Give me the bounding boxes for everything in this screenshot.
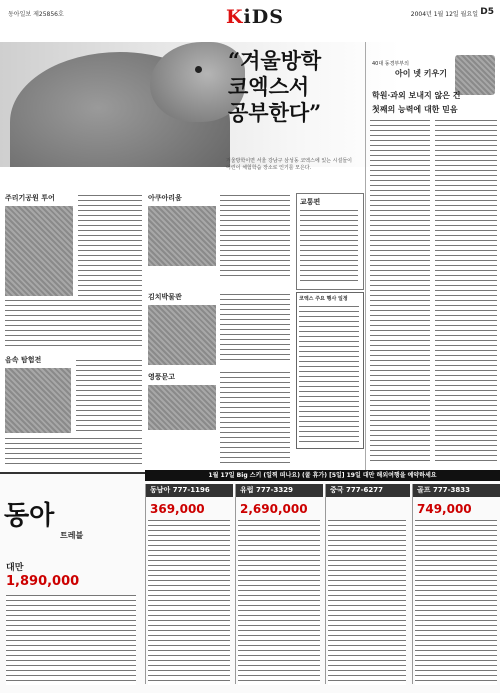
section-title: 아쿠아리움 bbox=[148, 194, 182, 202]
lead-text: 겨울방학이면 서울 강남구 삼성동 코엑스에 있는 시설들이 어린이 체험학습 장소로 인기를 모은다. bbox=[226, 158, 352, 171]
section-title: 음속 탐험전 bbox=[5, 356, 42, 364]
ad-col-title: 유럽 777-3329 bbox=[236, 484, 323, 497]
ad-col-title: 동남아 777-1196 bbox=[146, 484, 233, 497]
section-title: 김치박물관 bbox=[148, 293, 182, 301]
section-transport bbox=[300, 197, 320, 207]
dinosaur-eye bbox=[195, 66, 202, 73]
ad-destination: 대만 bbox=[6, 563, 24, 573]
ad-text-block bbox=[6, 595, 136, 685]
ad-text-block bbox=[328, 520, 406, 685]
headline: “겨울방학 코엑스서 공부한다” bbox=[228, 48, 322, 125]
issue-number: 제25856호 bbox=[33, 11, 64, 18]
section-bookstore bbox=[148, 372, 175, 382]
article-text-block bbox=[220, 195, 290, 280]
article-text-block bbox=[370, 120, 430, 465]
ad-col-price: 2,690,000 bbox=[240, 502, 308, 516]
ad-text-block bbox=[238, 520, 320, 685]
article-text-block bbox=[78, 195, 142, 305]
column-tag: 40대 동경부부의 bbox=[372, 61, 409, 67]
ad-text-block bbox=[415, 520, 497, 685]
author-photo bbox=[455, 55, 495, 95]
article-photo bbox=[148, 305, 216, 365]
article-text-block bbox=[220, 294, 290, 364]
paper-name: 동아일보 bbox=[8, 11, 32, 18]
ad-col-price: 369,000 bbox=[150, 502, 205, 516]
article-text-block bbox=[5, 438, 142, 466]
column-title: 학원·과외 보내지 않은 건 첫째의 능력에 대한 믿음 bbox=[372, 90, 461, 114]
article-text-block bbox=[435, 120, 497, 465]
section-aquarium bbox=[148, 193, 182, 203]
ad-banner: 1월 17일 Big 스키 (일찍 떠나요) (쿨 휴가) [5일] 19일 대만 해외여행을 예약하세요 bbox=[145, 470, 500, 481]
ad-col-price: 749,000 bbox=[417, 502, 472, 516]
schedule-rows bbox=[299, 306, 359, 444]
article-text-block bbox=[220, 372, 290, 467]
page-number: D5 bbox=[480, 7, 494, 17]
ad-col-title: 골프 777-3833 bbox=[413, 484, 500, 497]
ad-brand: 동아 bbox=[4, 501, 55, 530]
section-title: 주리기공원 투어 bbox=[5, 194, 55, 202]
ad-price: 1,890,000 bbox=[6, 574, 80, 589]
section-kimchi bbox=[148, 292, 182, 302]
date: 2004년 1월 12일 월요일 bbox=[410, 11, 478, 18]
section-logo: KiDS bbox=[226, 6, 284, 28]
section-sound bbox=[5, 355, 41, 365]
section-title: 코엑스 주요 행사 일정 bbox=[299, 296, 348, 302]
article-photo bbox=[148, 385, 216, 430]
issue-line bbox=[8, 9, 64, 18]
article-photo bbox=[5, 206, 73, 296]
ad-brand-sub: 트레블 bbox=[60, 531, 84, 540]
ad-col-title: 중국 777-6277 bbox=[326, 484, 410, 497]
schedule-title bbox=[299, 295, 348, 302]
section-title: 교통편 bbox=[300, 198, 321, 206]
section-tour bbox=[5, 193, 73, 203]
ad-text-block bbox=[148, 520, 230, 685]
section-title: 영풍문고 bbox=[148, 373, 176, 381]
article-photo bbox=[5, 368, 71, 433]
article-text-block bbox=[5, 300, 142, 350]
article-text-block bbox=[76, 360, 142, 435]
column-name: 아이 넷 키우기 bbox=[395, 69, 447, 78]
article-photo bbox=[148, 206, 216, 266]
article-text-block bbox=[300, 210, 358, 284]
